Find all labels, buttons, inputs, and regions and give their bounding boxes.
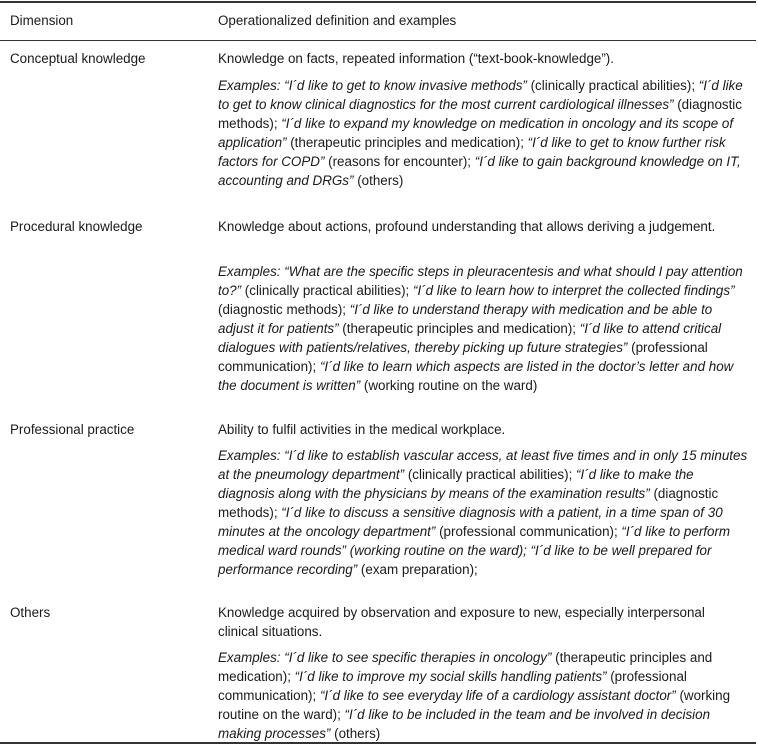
example-category: (others) — [330, 726, 381, 741]
examples-text — [218, 76, 748, 190]
row-dimension: Professional practice — [10, 422, 135, 437]
example-category: (diagnostic methods); — [218, 486, 719, 520]
example-quote: “I´d like to see everyday life of a cardiology assistant doctor” — [319, 688, 676, 703]
example-quote: “I´d like to gain background knowledge on IT, accounting and DRGs” — [218, 154, 741, 188]
example-quote: Examples: “I´d like to see specific therapies in oncology” — [218, 650, 552, 665]
header-rule — [0, 40, 756, 41]
row-examples — [218, 446, 748, 579]
row-dimension: Others — [10, 605, 51, 620]
row-definition — [218, 420, 748, 439]
example-quote: “I´d like to perform medical ward rounds” (working routine on the ward); “I´d like to be well prepared for performance recording” — [218, 524, 731, 577]
example-quote: “I´d like to expand my knowledge on medication in oncology and its scope of application” — [218, 116, 734, 150]
definition-text: Ability to fulfil activities in the medical workplace. — [218, 422, 506, 437]
definition-text: Knowledge on facts, repeated information (“text-book-knowledge”). — [218, 51, 614, 66]
table-top-rule — [0, 1, 756, 3]
definition-text: Knowledge acquired by observation and exposure to new, especially interpersonal clinical situations. — [218, 605, 705, 639]
table-bottom-rule — [0, 742, 756, 744]
example-quote: Examples: “I´d like to establish vascular access, at least five times and in only 15 minutes at the pneumology department” — [218, 448, 748, 482]
example-quote: Examples: “I´d like to get to know invasive methods” — [218, 78, 527, 93]
example-quote: “I´d like to learn how to interpret the collected findings” — [412, 283, 735, 298]
example-category: (reasons for encounter); — [324, 154, 475, 169]
row-dimension: Conceptual knowledge — [10, 51, 146, 66]
row-examples — [218, 76, 748, 190]
example-quote: “I´d like to attend critical dialogues with patients/relatives, thereby picking up future strategies” — [218, 321, 722, 355]
row-examples — [218, 648, 748, 743]
example-category: (professional communication); — [218, 669, 687, 703]
example-category: (clinically practical abilities); — [404, 467, 577, 482]
example-quote: “I´d like to make the diagnosis along with the physicians by means of the examination results” — [218, 467, 694, 501]
example-category: (diagnostic methods); — [218, 97, 742, 131]
row-definition — [218, 603, 748, 641]
row-dimension: Procedural knowledge — [10, 219, 143, 234]
example-quote: “I´d like to get to know further risk factors for COPD” — [218, 135, 726, 169]
example-category: (working routine on the ward) — [360, 378, 538, 393]
example-category: (exam preparation); — [357, 562, 478, 577]
example-quote: “I´d like to learn which aspects are listed in the doctor’s letter and how the document is written” — [218, 359, 734, 393]
examples-text — [218, 446, 748, 579]
example-quote: “I´d like to improve my social skills handling patients” — [294, 669, 607, 684]
example-category: (diagnostic methods); — [218, 302, 350, 317]
examples-text — [218, 262, 748, 395]
example-quote: “I´d like to get to know clinical diagnostics for the most current cardiological illnesses” — [218, 78, 743, 112]
examples-text — [218, 648, 748, 743]
header-dimension: Dimension — [10, 13, 74, 28]
example-category: (clinically practical abilities); — [526, 78, 699, 93]
row-definition — [218, 217, 748, 236]
example-category: (others) — [353, 173, 404, 188]
example-category: (therapeutic principles and medication); — [286, 135, 528, 150]
example-category: (working routine on the ward); — [218, 688, 731, 722]
example-quote: “I´d like to discuss a sensitive diagnosis with a patient, in a time span of 30 minutes at the oncology department” — [218, 505, 723, 539]
example-quote: Examples: “What are the specific steps in pleuracentesis and what should I pay attention to?” — [218, 264, 743, 298]
example-quote: “I´d like to be included in the team and be involved in decision making processes” — [218, 707, 711, 741]
example-category: (professional communication); — [435, 524, 622, 539]
example-category: (therapeutic principles and medication); — [338, 321, 580, 336]
definition-text: Knowledge about actions, profound understanding that allows deriving a judgement. — [218, 219, 716, 234]
header-definition: Operationalized definition and examples — [218, 13, 457, 28]
example-category: (therapeutic principles and medication); — [218, 650, 713, 684]
example-quote: “I´d like to understand therapy with medication and be able to adjust it for patients” — [218, 302, 713, 336]
example-category: (clinically practical abilities); — [241, 283, 413, 298]
row-definition — [218, 49, 748, 68]
example-category: (professional communication); — [218, 340, 708, 374]
row-examples — [218, 262, 748, 395]
